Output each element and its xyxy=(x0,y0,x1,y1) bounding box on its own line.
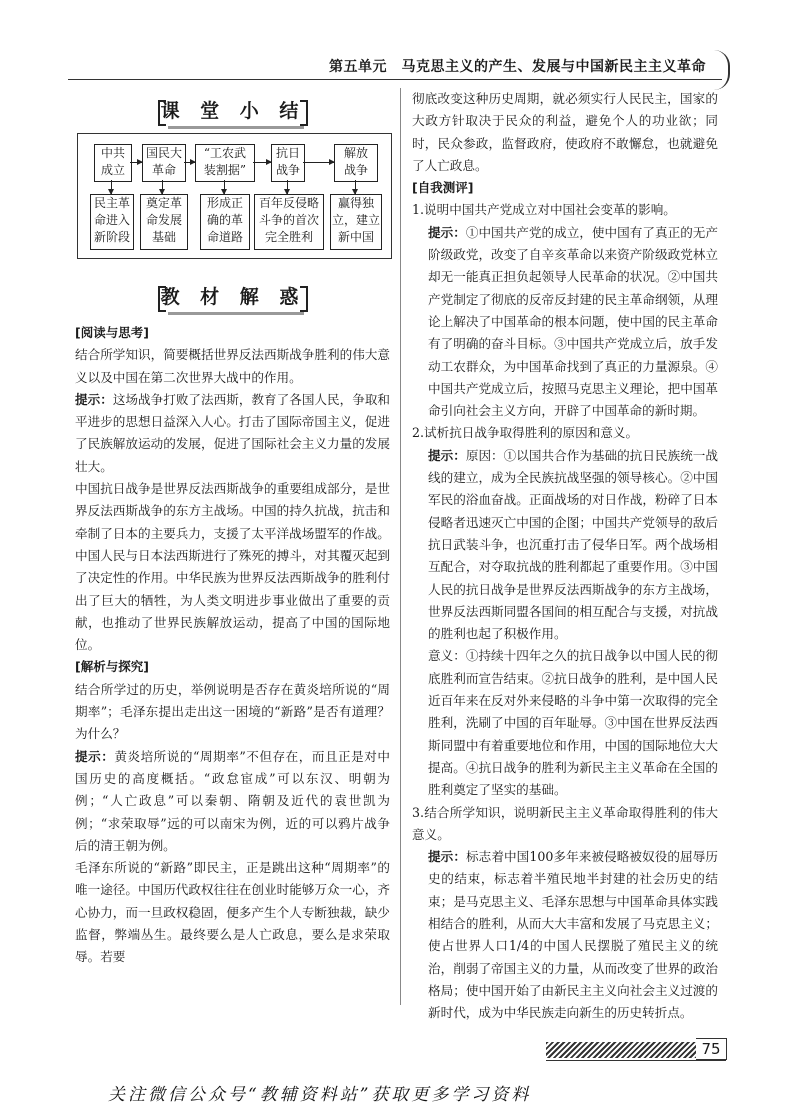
page-header-title: 第五单元 马克思主义的产生、发展与中国新民主主义革命 xyxy=(329,59,706,75)
flow-top-4: 解放 战争 xyxy=(334,144,378,182)
flow-top-3: 抗日 战争 xyxy=(271,144,305,182)
hint-label: 提示： xyxy=(428,224,466,240)
read-think-question: 结合所学知识，简要概括世界反法西斯战争胜利的伟大意义以及中国在第二次世界大战中的作用。 xyxy=(75,347,390,385)
banner-textbook-explain xyxy=(158,282,308,312)
footer-rule xyxy=(546,1060,726,1061)
left-column xyxy=(75,322,390,969)
flow-arrow-h-1 xyxy=(184,162,195,163)
self-test-q1-hint xyxy=(412,222,718,423)
hint-label: 提示： xyxy=(75,748,115,764)
section-self-test-tag: [自我测评] xyxy=(412,180,474,196)
page-number: 75 xyxy=(696,1038,727,1060)
banner-textbook-explain-label: 教 材 解 惑 xyxy=(160,286,306,308)
read-think-para-2: 中国抗日战争是世界反法西斯战争的重要组成部分，是世界反法西斯战争的东方主战场。中国的持久抗战，抗击和牵制了日本的主要兵力，支援了太平洋战场盟军的作战。 xyxy=(75,481,390,541)
analysis-para-2: 毛泽东所说的“新路”即民主，正是跳出这种“周期率”的唯一途径。中国历代政权往往在创业时能够万众一心，齐心协力，而一旦政权稳固，便多产生个人专断独裁，缺少监督，弊端丛生。最终要么是人亡政息，要么是求荣取辱。若要 xyxy=(75,860,390,965)
self-test-q3-hint xyxy=(412,846,718,1024)
section-read-think-tag: [阅读与思考] xyxy=(75,325,149,340)
hint-label: 提示： xyxy=(428,849,466,865)
analysis-hint-text: 黄炎培所说的“周期率”不但存在，而且正是对中国历史的高度概括。“政怠宦成”可以东汉、明朝为例；“人亡政息”可以秦朝、隋朝及近代的袁世凯为例；“求荣取辱”远的可以南宋为例，近的可以鸦片战争后的清王朝为例。 xyxy=(75,748,390,853)
flow-bottom-0: 民主革 命进入 新阶段 xyxy=(90,194,134,250)
column-divider xyxy=(400,88,401,1005)
section-analysis-tag: [解析与探究] xyxy=(75,659,149,675)
self-test-q2-hint xyxy=(412,445,718,646)
flow-bottom-1: 奠定革 命发展 基础 xyxy=(140,194,188,250)
flow-bottom-2: 形成正 确的革 命道路 xyxy=(200,194,250,250)
banner-class-summary xyxy=(158,96,308,126)
footer-stripe-decoration xyxy=(546,1042,696,1058)
self-test-q3-hint-text: 标志着中国100多年来被侵略被奴役的屈辱历史的结束，标志着半殖民地半封建的社会历史的结束；是马克思主义、毛泽东思想与中国革命具体实践相结合的胜利，从而大大丰富和发展了马克思主义；使占世界人口1/4的中国人民摆脱了殖民主义的统治，削弱了帝国主义的力量，从而改变了世界的政治格局；使中国开始了由新民主主义向社会主义过渡的新时代，成为中华民族走向新生的历史转折点。 xyxy=(428,849,718,1021)
flow-bottom-4: 赢得独 立，建立 新中国 xyxy=(330,194,382,250)
flow-top-0: 中共 成立 xyxy=(94,144,132,182)
flow-top-1: 国民大 革命 xyxy=(142,144,186,182)
flow-arrow-v-3 xyxy=(287,180,288,194)
self-test-q1: 1.说明中国共产党成立对中国社会变革的影响。 xyxy=(412,202,676,218)
summary-flow-diagram xyxy=(77,133,392,259)
flow-arrow-v-2 xyxy=(224,180,225,194)
analysis-question: 结合所学过的历史，举例说明是否存在黄炎培所说的“周期率”；毛泽东提出走出这一困境的“新路”是否有道理？为什么？ xyxy=(75,681,390,742)
flow-arrow-h-3 xyxy=(303,162,334,163)
right-column xyxy=(412,88,718,1024)
header-rule xyxy=(68,79,722,80)
self-test-q2-hint-text: 原因：①以国共合作为基础的抗日民族统一战线的建立，成为全民族抗战坚强的领导核心。②中国军民的浴血奋战。正面战场的对日作战，粉碎了日本侵略者迅速灭亡中国的企图；中国共产党领导的敌后抗日武装斗争，也沉重打击了侵华日军。两个战场相互配合，对夺取抗战的胜利都起了重要作用。③中国人民的抗日战争是世界反法西斯战争的东方主战场，世界反法西斯同盟各国间的相互配合与支援，对抗战的胜利也起了积极作用。 xyxy=(428,447,718,642)
header-bracket xyxy=(714,50,730,90)
read-think-para-3: 中国人民与日本法西斯进行了殊死的搏斗，对其覆灭起到了决定性的作用。中华民族为世界反法西斯战争的胜利付出了巨大的牺牲，为人类文明进步事业做出了重要的贡献，也推动了世界民族解放运动，提高了中国的国际地位。 xyxy=(75,547,390,653)
flow-arrow-v-0 xyxy=(111,180,112,194)
hint-label: 提示： xyxy=(75,391,113,407)
flow-top-2: “工农武 装割据” xyxy=(195,144,255,182)
flow-arrow-v-1 xyxy=(162,180,163,194)
self-test-q3: 3.结合所学知识，说明新民主主义革命取得胜利的伟大意义。 xyxy=(412,804,718,842)
analysis-continued: 彻底改变这种历史周期，就必须实行人民民主，国家的大政方针取决于民众的利益，避免个人的功业欲；同时，民众参政，监督政府，使政府不敢懈怠，也就避免了人亡政息。 xyxy=(412,91,718,173)
banner-class-summary-label: 课 堂 小 结 xyxy=(160,100,306,122)
analysis-hint xyxy=(75,746,390,857)
read-think-hint xyxy=(75,389,390,478)
flow-arrow-v-4 xyxy=(355,180,356,194)
self-test-q1-hint-text: ①中国共产党的成立，使中国有了真正的无产阶级政党，改变了自辛亥革命以来资产阶级政党林立却无一能真正担负起领导人民革命的状况。②中国共产党制定了彻底的反帝反封建的民主革命纲领，从理论上解决了中国革命的根本问题，使中国的民主革命有了明确的奋斗目标。③中国共产党成立后，放手发动工农群众，为中国革命找到了真正的力量源泉。④中国共产党成立后，按照马克思主义理论，把中国革命引向社会主义方向，开辟了中国革命的新时期。 xyxy=(428,224,718,419)
flow-arrow-h-0 xyxy=(130,162,142,163)
self-test-q2: 2.试析抗日战争取得胜利的原因和意义。 xyxy=(412,425,639,441)
flow-bottom-3: 百年反侵略 斗争的首次 完全胜利 xyxy=(254,194,324,250)
read-think-hint-text: 这场战争打败了法西斯，教育了各国人民，争取和平进步的思想日益深入人心。打击了国际帝国主义，促进了民族解放运动的发展，促进了国际社会主义力量的发展壮大。 xyxy=(75,391,391,474)
bottom-watermark-note: 关注微信公众号“教辅资料站”获取更多学习资料 xyxy=(108,1085,532,1105)
self-test-q2-meaning: 意义：①持续十四年之久的抗日战争以中国人民的彻底胜利而宣告结束。②抗日战争的胜利，是中国人民近百年来在反对外来侵略的斗争中第一次取得的完全胜利，洗刷了中国的百年耻辱。③中国在世界反法西斯同盟中有着重要地位和作用，中国的国际地位大大提高。④抗日战争的胜利为新民主主义革命在全国的胜利奠定了坚实的基础。 xyxy=(428,648,718,798)
hint-label: 提示： xyxy=(428,447,466,463)
flow-arrow-h-2 xyxy=(253,162,271,163)
